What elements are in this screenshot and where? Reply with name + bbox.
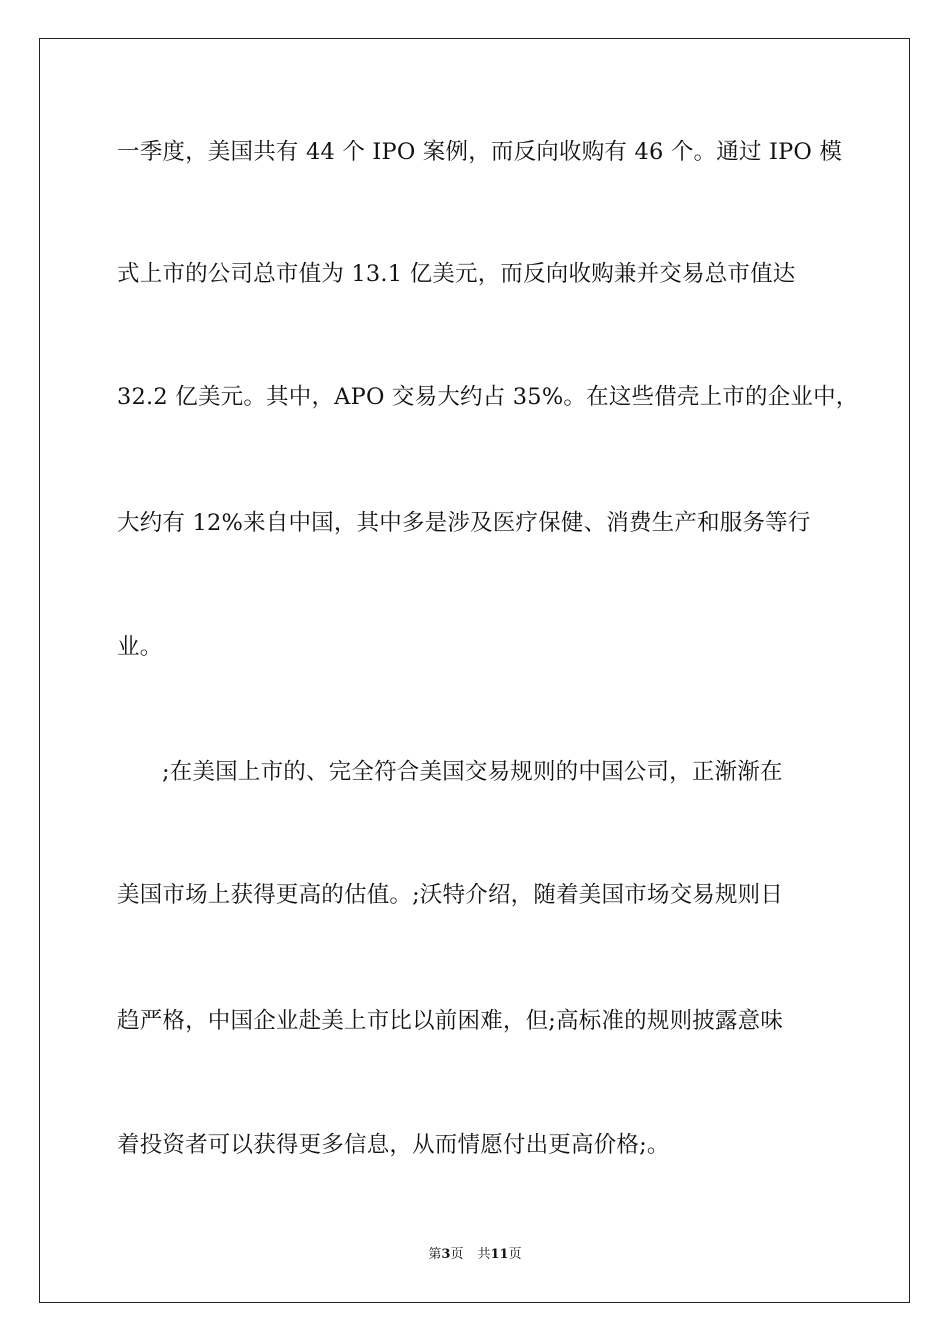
page-border [39, 38, 910, 1303]
paragraph-2-line-4: 着投资者可以获得更多信息，从而情愿付出更高价格;。 [117, 1132, 670, 1158]
footer-page-number: 3 [441, 1247, 451, 1262]
footer-total-pages: 11 [490, 1247, 509, 1262]
paragraph-1-line-3: 32.2 亿美元。其中，APO 交易大约占 35%。在这些借壳上市的企业中， [117, 384, 859, 410]
paragraph-2-line-3: 趋严格，中国企业赴美上市比以前困难，但;高标准的规则披露意味 [117, 1008, 784, 1034]
footer-total-suffix: 页 [508, 1247, 522, 1262]
page-footer [0, 1247, 950, 1263]
paragraph-2-line-2: 美国市场上获得更高的估值。;沃特介绍，随着美国市场交易规则日 [117, 882, 784, 908]
paragraph-1-line-4: 大约有 12%来自中国，其中多是涉及医疗保健、消费生产和服务等行 [117, 510, 811, 536]
paragraph-1-line-5: 业。 [117, 634, 163, 660]
footer-total-prefix: 共 [477, 1247, 491, 1262]
paragraph-2-line-1: ;在美国上市的、完全符合美国交易规则的中国公司，正渐渐在 [162, 759, 783, 785]
paragraph-1-line-2: 式上市的公司总市值为 13.1 亿美元，而反向收购兼并交易总市值达 [117, 261, 796, 287]
paragraph-1-line-1: 一季度，美国共有 44 个 IPO 案例，而反向收购有 46 个。通过 IPO 模 [117, 139, 843, 165]
footer-page-prefix: 第 [428, 1247, 442, 1262]
footer-page-suffix: 页 [450, 1247, 464, 1262]
